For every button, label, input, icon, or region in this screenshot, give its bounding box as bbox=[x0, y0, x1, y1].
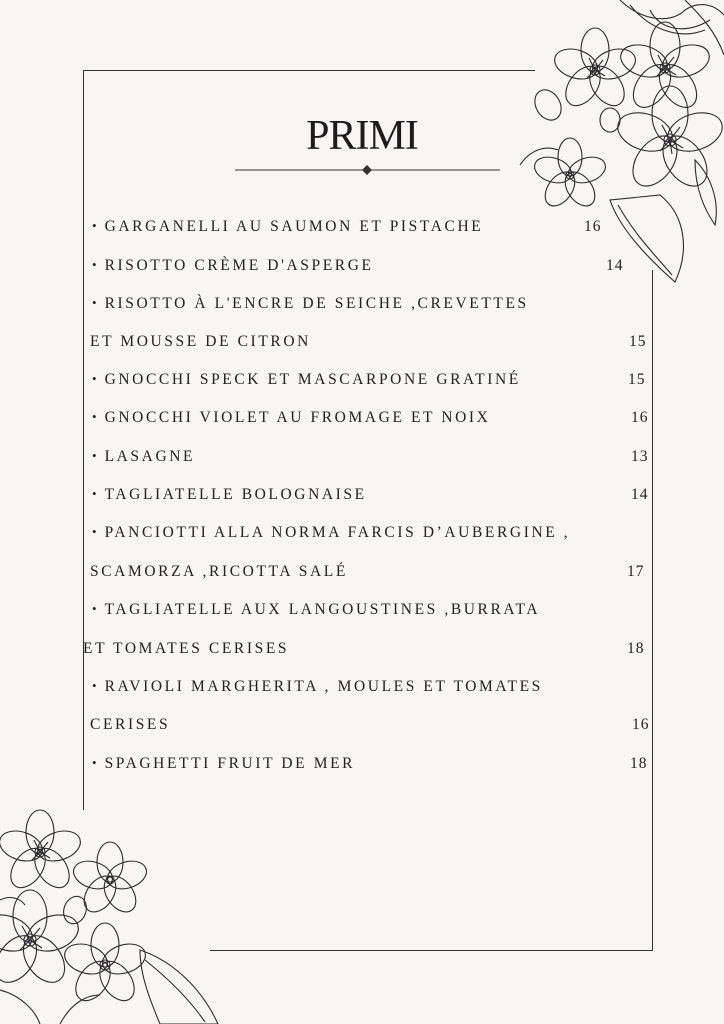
menu-item-price: 13 bbox=[631, 448, 649, 465]
menu-item-name-line2: ET TOMATES CERISES bbox=[83, 640, 290, 657]
menu-item bbox=[0, 448, 724, 472]
menu-item-price: 14 bbox=[631, 486, 649, 503]
frame-bottom-border bbox=[210, 950, 653, 951]
menu-item-name: • GARGANELLI AU SAUMON ET PISTACHE bbox=[92, 218, 484, 235]
menu-item-continued bbox=[0, 640, 724, 664]
menu-item-name: • GNOCCHI SPECK ET MASCARPONE GRATINÉ bbox=[92, 371, 521, 388]
menu-item bbox=[0, 409, 724, 433]
menu-item bbox=[0, 486, 724, 510]
menu-item-name: • TAGLIATELLE AUX LANGOUSTINES ,BURRATA bbox=[92, 601, 541, 618]
menu-item-price: 16 bbox=[631, 409, 649, 426]
menu-item-continued bbox=[0, 716, 724, 740]
menu-item-name: • RISOTTO CRÈME D'ASPERGE bbox=[92, 257, 374, 274]
menu-item-name: • SPAGHETTI FRUIT DE MER bbox=[92, 755, 356, 772]
menu-item-name-line2: SCAMORZA ,RICOTTA SALÉ bbox=[90, 563, 348, 580]
menu-item-name: • GNOCCHI VIOLET AU FROMAGE ET NOIX bbox=[92, 409, 491, 426]
floral-bottom-left-icon bbox=[0, 800, 220, 1024]
menu-item bbox=[0, 678, 724, 702]
page-title: PRIMI bbox=[306, 113, 418, 159]
menu-item-name: • LASAGNE bbox=[92, 448, 196, 465]
menu-item-price: 15 bbox=[629, 333, 647, 350]
menu-item-price: 16 bbox=[632, 716, 650, 733]
menu-item bbox=[0, 257, 724, 281]
menu-item-name-line2: CERISES bbox=[90, 716, 171, 733]
menu-item-price: 15 bbox=[628, 371, 646, 388]
menu-item-name: • RISOTTO À L'ENCRE DE SEICHE ,CREVETTES bbox=[92, 295, 529, 312]
menu-item bbox=[0, 755, 724, 779]
menu-item-price: 17 bbox=[627, 563, 645, 580]
menu-item-continued bbox=[0, 563, 724, 587]
menu-item-price: 14 bbox=[606, 257, 624, 274]
menu-item-price: 16 bbox=[584, 218, 602, 235]
menu-item-name: • TAGLIATELLE BOLOGNAISE bbox=[92, 486, 367, 503]
menu-item-name: • RAVIOLI MARGHERITA , MOULES ET TOMATES bbox=[92, 678, 543, 695]
menu-item bbox=[0, 524, 724, 548]
title-divider-icon bbox=[235, 163, 500, 177]
menu-item-price: 18 bbox=[627, 640, 645, 657]
menu-item bbox=[0, 601, 724, 625]
menu-item-price: 18 bbox=[630, 755, 648, 772]
frame-top-border bbox=[83, 70, 535, 71]
menu-item bbox=[0, 218, 724, 242]
menu-item bbox=[0, 295, 724, 319]
menu-item-name: • PANCIOTTI ALLA NORMA FARCIS D’AUBERGINE , bbox=[92, 524, 571, 541]
menu-item bbox=[0, 371, 724, 395]
menu-item-name-line2: ET MOUSSE DE CITRON bbox=[90, 333, 311, 350]
menu-item-continued bbox=[0, 333, 724, 357]
